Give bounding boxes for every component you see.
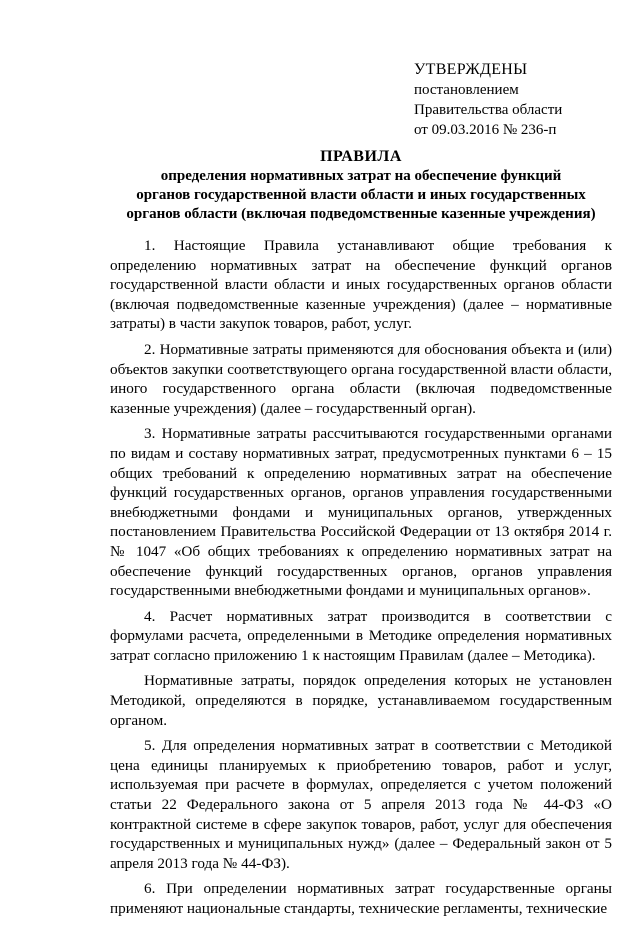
- paragraph-4-continued: Нормативные затраты, порядок определения которых не установлен Методикой, определяются в порядке, устанавливаемом государственным органом.: [110, 672, 612, 729]
- approval-line-2: Правительства области: [414, 102, 563, 118]
- approval-line-1: постановлением: [414, 82, 519, 98]
- document-subtitle-line-2: органов государственной власти области и иных государственных: [136, 187, 586, 203]
- paragraph-1: 1. Настоящие Правила устанавливают общие требования к определению нормативных затрат на обеспечение функций органов государственной власти области и иных государственных органов области (включая подведомственные казенные учреждения) (далее – нормативные затраты) в части закупок товаров, работ, услуг.: [110, 237, 612, 333]
- document-subtitle-line-1: определения нормативных затрат на обеспечение функций: [160, 168, 562, 184]
- approval-line-3: от 09.03.2016 № 236-п: [414, 122, 557, 138]
- document-title-block: [110, 147, 612, 224]
- approval-stamp: [414, 60, 562, 140]
- document-body: [110, 236, 612, 925]
- paragraph-6: 6. При определении нормативных затрат государственные органы применяют национальные стандарты, технические регламенты, технические: [110, 880, 612, 917]
- paragraph-4: 4. Расчет нормативных затрат производится в соответствии с формулами расчета, определенными в Методике определения нормативных затрат согласно приложению 1 к настоящим Правилам (далее – Методика).: [110, 607, 612, 664]
- paragraph-3: 3. Нормативные затраты рассчитываются государственными органами по видам и составу нормативных затрат, предусмотренных пунктами 6 – 15 общих требований к определению нормативных затрат на обеспечение функций государственных органов, органов управления государственными внебюджетными фондами и муниципальных органов, утвержденных постановлением Правительства Российской Федерации от 13 октября 2014 г. № 1047 «Об общих требованиях к определению нормативных затрат на обеспечение функций государственных органов, органов управления государственными внебюджетными фондами и муниципальных органов».: [110, 425, 612, 600]
- paragraph-5: 5. Для определения нормативных затрат в соответствии с Методикой цена единицы планируемых к приобретению товаров, работ и услуг, используемая при расчете в формулах, определяется с учетом положений статьи 22 Федерального закона от 5 апреля 2013 года № 44-ФЗ «О контрактной системе в сфере закупок товаров, работ, услуг для обеспечения государственных и муниципальных нужд» (далее – Федеральный закон от 5 апреля 2013 года № 44-ФЗ).: [110, 737, 612, 872]
- document-title: ПРАВИЛА: [320, 148, 402, 165]
- document-subtitle-line-3: органов области (включая подведомственные казенные учреждения): [126, 206, 596, 222]
- approval-heading: УТВЕРЖДЕНЫ: [414, 61, 528, 78]
- paragraph-2: 2. Нормативные затраты применяются для обоснования объекта и (или) объектов закупки соответствующего органа государственной власти области, иного государственного органа области (включая подведомственные казенные учреждения) (далее – государственный орган).: [110, 340, 612, 417]
